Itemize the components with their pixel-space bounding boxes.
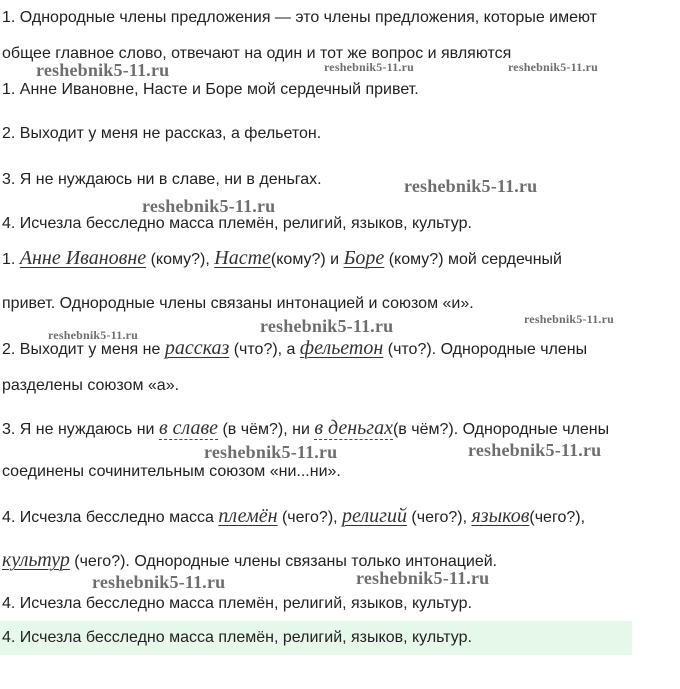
question: (чего?), <box>529 509 586 526</box>
watermark: reshebnik5-11.ru <box>404 176 538 196</box>
homogeneous-word: фельетон <box>299 337 384 359</box>
question: (чего?), <box>277 509 338 526</box>
watermark: reshebnik5-11.ru <box>524 312 614 326</box>
analysis-1-line-2: привет. Однородные члены связаны интонацией и союзом «и». <box>2 295 474 312</box>
question: (что?). Однородные члены <box>383 341 588 358</box>
homogeneous-word: языков <box>471 505 530 527</box>
homogeneous-word: в деньгах <box>314 417 393 439</box>
watermark: reshebnik5-11.ru <box>142 196 276 216</box>
question: (в чём?), ни <box>218 421 310 438</box>
highlighted-answer <box>0 621 632 655</box>
analysis-3-line-2: соединены сочинительным союзом «ни...ни». <box>2 463 341 480</box>
question: (в чём?). Однородные члены <box>392 421 610 438</box>
sentence-4: 4. Исчезла бесследно масса племён, религий, языков, культур. <box>2 215 472 232</box>
sentence-3: 3. Я не нуждаюсь ни в славе, ни в деньгах. <box>2 171 322 188</box>
analysis-3-prefix: 3. Я не нуждаюсь ни <box>2 421 155 438</box>
sentence-2: 2. Выходит у меня не рассказ, а фельетон. <box>2 125 322 142</box>
watermark: reshebnik5-11.ru <box>468 440 602 460</box>
highlighted-answer-text: 4. Исчезла бесследно масса племён, религий, языков, культур. <box>2 629 472 646</box>
homogeneous-word: в славе <box>158 417 219 439</box>
sentence-1: 1. Анне Ивановне, Насте и Боре мой сердечный привет. <box>2 81 419 98</box>
watermark: reshebnik5-11.ru <box>260 316 394 336</box>
question: (чего?), <box>406 509 468 526</box>
repeat-sentence: 4. Исчезла бесследно масса племён, религий, языков, культур. <box>2 595 472 612</box>
homogeneous-word: культур <box>2 549 70 571</box>
watermark: reshebnik5-11.ru <box>324 60 414 74</box>
watermark: reshebnik5-11.ru <box>48 328 138 342</box>
question: (чего?). Однородные члены связаны только интонацией. <box>69 553 498 570</box>
analysis-2-prefix: 2. Выходит у меня не <box>2 341 161 358</box>
watermark: reshebnik5-11.ru <box>36 60 170 80</box>
question: (что?), а <box>229 341 296 358</box>
question: (кому?) мой сердечный <box>384 251 562 268</box>
analysis-3-line-1 <box>2 418 609 440</box>
watermark: reshebnik5-11.ru <box>508 60 598 74</box>
question: (кому?) и <box>270 251 340 268</box>
homogeneous-word: религий <box>342 505 407 527</box>
analysis-2-line-2: разделены союзом «а». <box>2 377 180 394</box>
watermark: reshebnik5-11.ru <box>204 442 338 462</box>
homogeneous-word: Анне Ивановне <box>19 247 147 269</box>
definition-line-2: общее главное слово, отвечают на один и тот же вопрос и являются <box>2 45 512 62</box>
watermark: reshebnik5-11.ru <box>92 572 226 592</box>
homogeneous-word: племён <box>218 505 278 527</box>
analysis-1-number: 1. <box>2 251 16 268</box>
watermark: reshebnik5-11.ru <box>356 568 490 588</box>
analysis-4-line-1 <box>2 506 585 528</box>
homogeneous-word: Насте <box>214 247 271 269</box>
definition-line-1: 1. Однородные члены предложения — это члены предложения, которые имеют <box>2 9 597 26</box>
homogeneous-word: Боре <box>343 247 385 269</box>
analysis-1-line-1 <box>2 248 562 270</box>
homogeneous-word: рассказ <box>164 337 230 359</box>
question: (кому?), <box>146 251 210 268</box>
analysis-4-prefix: 4. Исчезла бесследно масса <box>2 509 214 526</box>
